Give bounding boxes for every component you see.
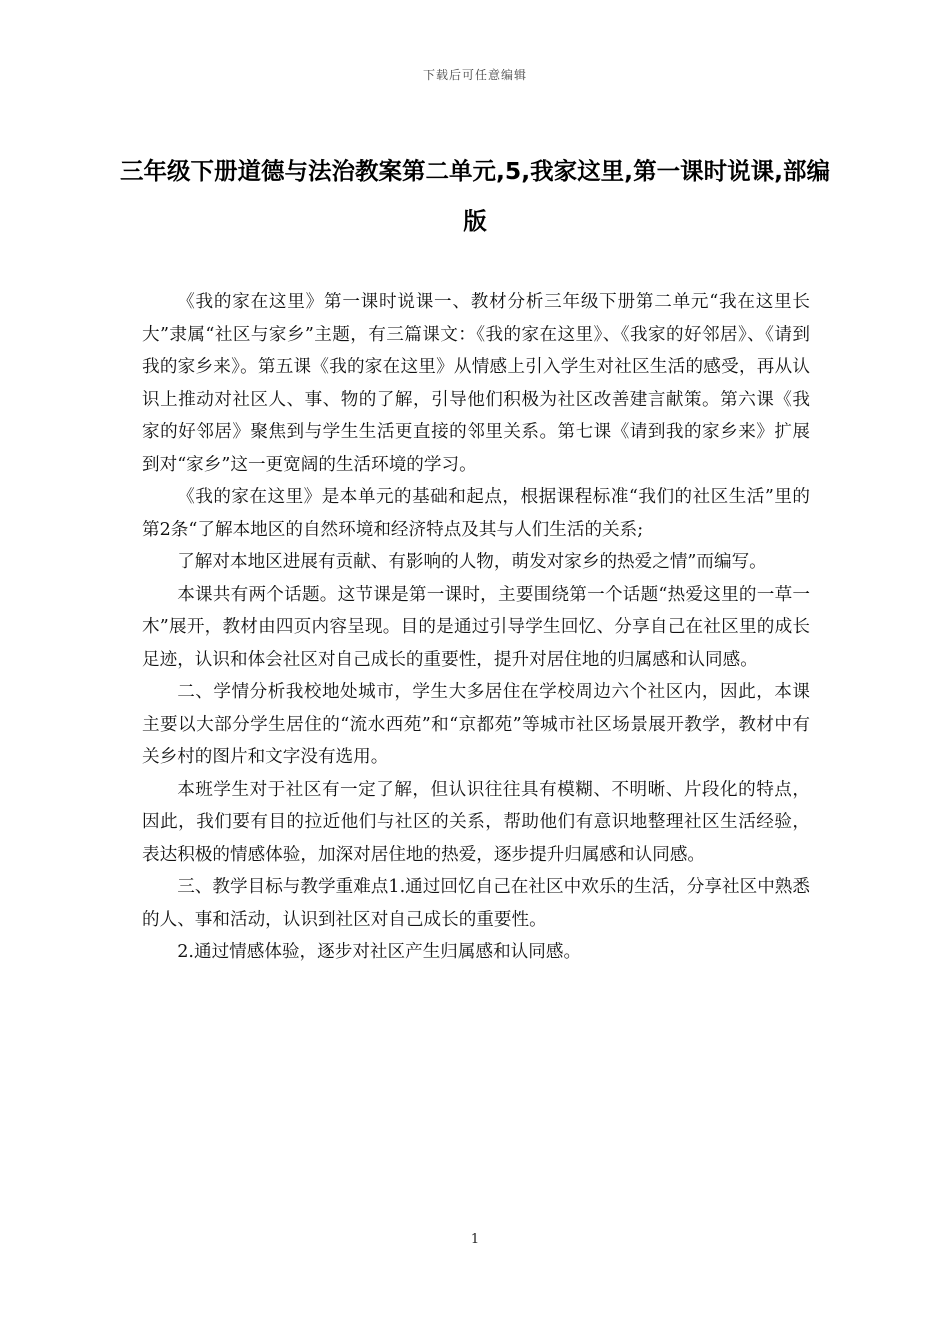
paragraph: 本课共有两个话题。这节课是第一课时，主要围绕第一个话题“热爱这里的一草一木”展开，教材由四页内容呈现。目的是通过引导学生回忆、分享自己在社区里的成长足迹，认识和体会社区对自己成长的重要性，提升对居住地的归属感和认同感。: [142, 584, 810, 670]
paragraph: 了解对本地区进展有贡献、有影响的人物，萌发对家乡的热爱之情”而编写。: [177, 552, 767, 572]
paragraph: 2.通过情感体验，逐步对社区产生归属感和认同感。: [177, 942, 582, 962]
paragraph: 《我的家在这里》第一课时说课一、教材分析三年级下册第二单元“我在这里长大”隶属“社区与家乡”主题，有三篇课文：《我的家在这里》、《我家的好邻居》、《请到我的家乡来》。第五课《我的家在这里》从情感上引入学生对社区生活的感受，再从认识上推动对社区人、事、物的了解，引导他们积极为社区改善建言献策。第六课《我家的好邻居》聚焦到与学生生活更直接的邻里关系。第七课《请到我的家乡来》扩展到对“家乡”这一更宽阔的生活环境的学习。: [142, 292, 810, 475]
paragraph: 本班学生对于社区有一定了解，但认识往往具有模糊、不明晰、片段化的特点，因此，我们要有目的拉近他们与社区的关系，帮助他们有意识地整理社区生活经验，表达积极的情感体验，加深对居住地的热爱，逐步提升归属感和认同感。: [142, 779, 810, 865]
page-number: 1: [470, 1232, 480, 1247]
document-title: 三年级下册道德与法治教案第二单元,5,我家这里,第一课时说课,部编版: [119, 157, 831, 235]
paragraph: 二、学情分析我校地处城市，学生大多居住在学校周边六个社区内，因此，本课主要以大部分学生居住的“流水西苑”和“京都苑”等城市社区场景展开教学，教材中有关乡村的图片和文字没有选用。: [142, 682, 810, 767]
paragraph: 三、教学目标与教学重难点1.通过回忆自己在社区中欢乐的生活，分享社区中熟悉的人、事和活动，认识到社区对自己成长的重要性。: [142, 877, 810, 930]
header-note: 下载后可任意编辑: [422, 68, 527, 82]
paragraph: 《我的家在这里》是本单元的基础和起点，根据课程标准“我们的社区生活”里的第2条“了解本地区的自然环境和经济特点及其与人们生活的关系;: [142, 487, 810, 540]
document-body: [142, 286, 810, 969]
